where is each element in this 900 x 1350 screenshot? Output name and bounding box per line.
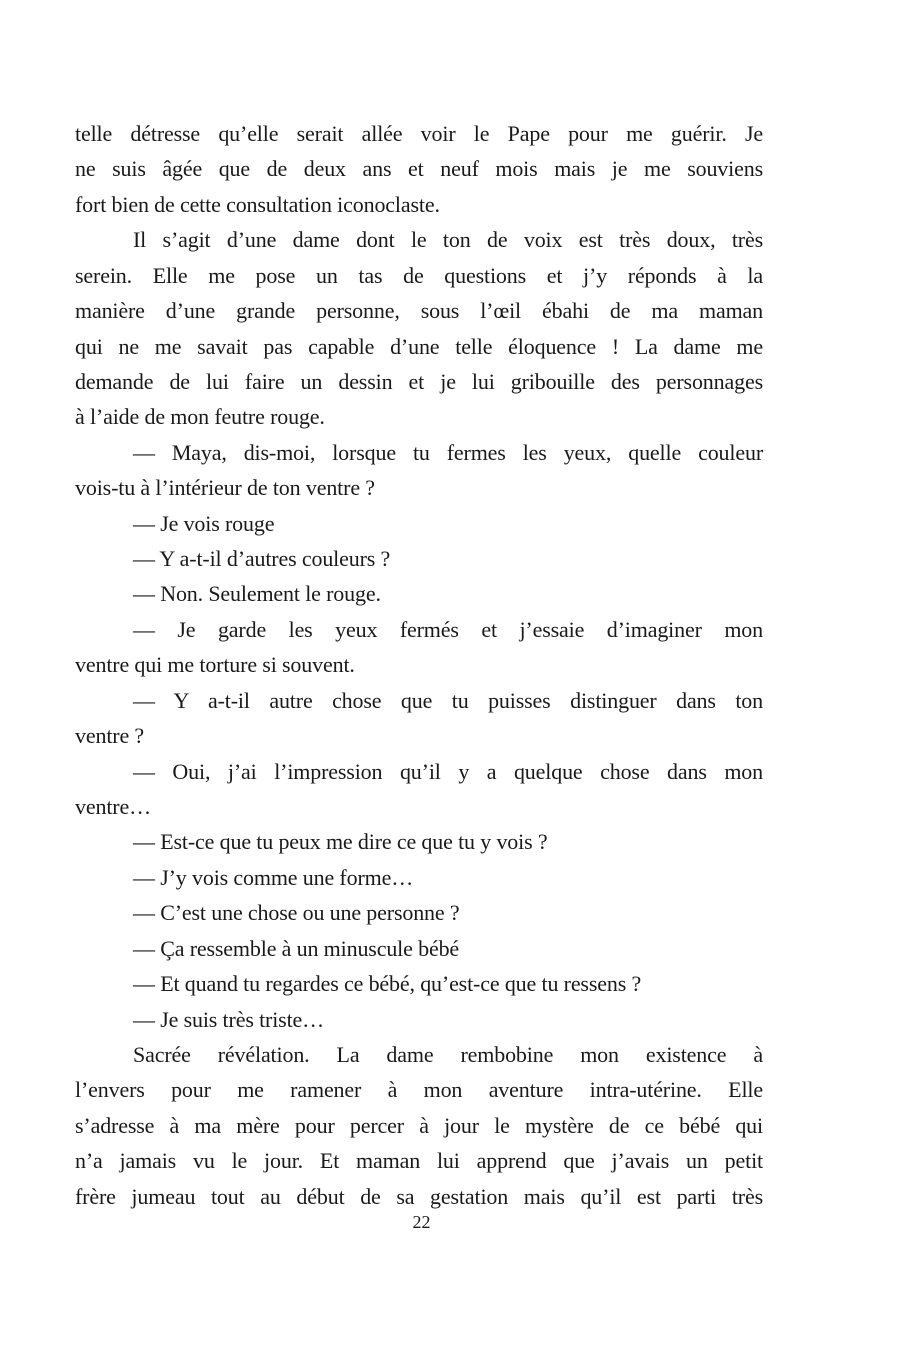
text-line: à l’aide de mon feutre rouge.: [75, 404, 325, 430]
text-line: ne suis âgée que de deux ans et neuf mois mais je me souviens: [75, 156, 763, 182]
page-text-body: [75, 116, 763, 1214]
text-line: serein. Elle me pose un tas de questions et j’y réponds à la: [75, 262, 763, 288]
text-line: — J’y vois comme une forme…: [133, 864, 414, 890]
text-line: — Y a-t-il d’autres couleurs ?: [133, 546, 391, 572]
text-line: manière d’une grande personne, sous l’œil ébahi de ma maman: [75, 298, 763, 324]
text-line: telle détresse qu’elle serait allée voir le Pape pour me guérir. Je: [75, 121, 763, 146]
text-line: — Est-ce que tu peux me dire ce que tu y vois ?: [133, 829, 548, 855]
text-line: — Je suis très triste…: [133, 1006, 325, 1032]
text-line: — C’est une chose ou une personne ?: [133, 900, 460, 926]
text-line: — Je vois rouge: [133, 510, 275, 536]
text-line: — Non. Seulement le rouge.: [133, 581, 381, 607]
text-line: — Je garde les yeux fermés et j’essaie d’imaginer mon: [133, 616, 763, 642]
text-line: l’envers pour me ramener à mon aventure intra-utérine. Elle: [75, 1077, 763, 1103]
text-line: ventre…: [75, 794, 151, 820]
text-line: s’adresse à ma mère pour percer à jour le mystère de ce bébé qui: [75, 1112, 763, 1138]
text-line: — Y a-t-il autre chose que tu puisses distinguer dans ton: [133, 687, 763, 713]
text-line: Sacrée révélation. La dame rembobine mon existence à: [133, 1041, 763, 1067]
text-line: ventre qui me torture si souvent.: [75, 652, 355, 678]
text-line: frère jumeau tout au début de sa gestation mais qu’il est parti très: [75, 1183, 763, 1209]
text-line: vois-tu à l’intérieur de ton ventre ?: [75, 475, 375, 501]
text-line: n’a jamais vu le jour. Et maman lui apprend que j’avais un petit: [75, 1148, 763, 1174]
text-line: — Et quand tu regardes ce bébé, qu’est-ce que tu ressens ?: [133, 971, 642, 997]
text-line: — Maya, dis-moi, lorsque tu fermes les yeux, quelle couleur: [133, 439, 763, 465]
text-line: — Oui, j’ai l’impression qu’il y a quelque chose dans mon: [133, 758, 763, 784]
text-line: demande de lui faire un dessin et je lui gribouille des personnages: [75, 368, 763, 394]
text-line: fort bien de cette consultation iconoclaste.: [75, 191, 440, 217]
text-line: qui ne me savait pas capable d’une telle éloquence ! La dame me: [75, 333, 763, 359]
text-line: Il s’agit d’une dame dont le ton de voix est très doux, très: [133, 227, 763, 253]
text-line: — Ça ressemble à un minuscule bébé: [133, 935, 460, 961]
text-line: ventre ?: [75, 723, 145, 749]
page-number: 22: [412, 1212, 431, 1232]
